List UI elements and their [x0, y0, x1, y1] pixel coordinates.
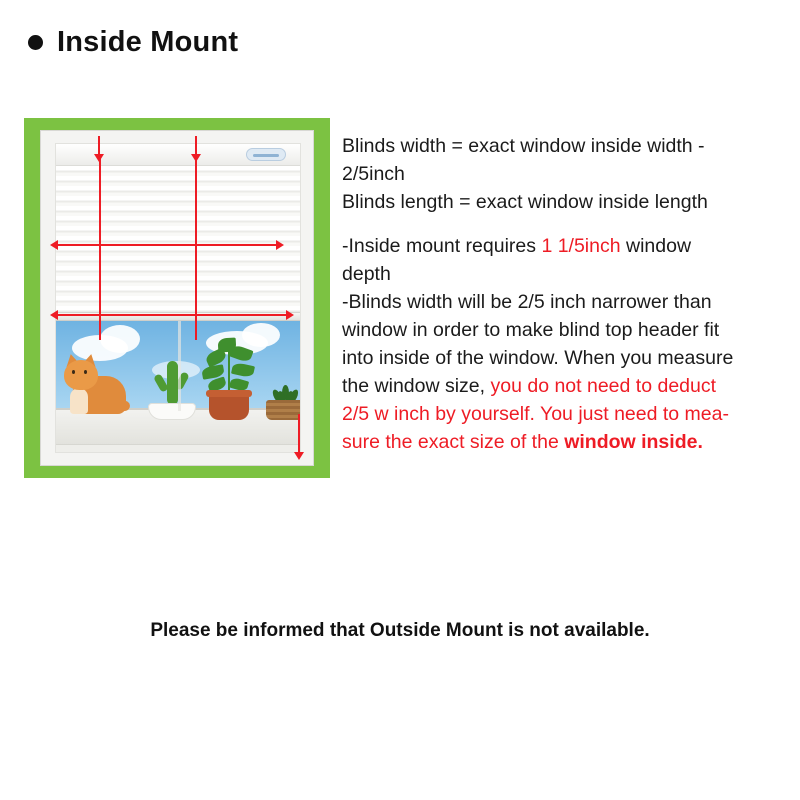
- inside-mount-window-blind-illustration: [24, 118, 330, 478]
- succulent-in-woven-basket: [266, 366, 300, 420]
- blind-top-header: [56, 144, 300, 166]
- blind-width-tick-right: [195, 136, 197, 156]
- orange-cat: [64, 354, 130, 414]
- cellular-blind-slats: [56, 166, 300, 314]
- instruction-para3-line-6: [342, 428, 784, 456]
- cactus-in-white-bowl: [148, 358, 196, 420]
- instruction-para3-line-1: -Blinds width will be 2/5 inch narrower than: [342, 291, 712, 313]
- depth-text-a: -Inside mount requires: [342, 235, 542, 257]
- window-inside-width-arrow: [58, 314, 286, 316]
- cat-chest: [70, 388, 88, 414]
- window-depth-arrow: [298, 414, 300, 454]
- blind-length-arrow: [99, 154, 101, 340]
- window-inside-emphasis: window inside.: [564, 431, 703, 453]
- page-title-row: [28, 26, 238, 59]
- arrow-tip-left-icon: [50, 310, 58, 320]
- arrow-tip-left-icon: [50, 240, 58, 250]
- window-frame: [40, 130, 314, 466]
- plant-leaf: [231, 362, 255, 378]
- window-center-mullion: [178, 321, 181, 411]
- white-bowl: [148, 403, 196, 420]
- blind-width-arrow: [58, 244, 276, 246]
- instruction-para3-line-2: window in order to make blind top header fit: [342, 319, 720, 341]
- cat-eye-right: [84, 370, 87, 374]
- instruction-para3-line-5: 2/5 w inch by yourself. You just need to mea-: [342, 403, 729, 425]
- instruction-para3-line-4: [342, 372, 784, 400]
- instruction-depth-line: [342, 232, 784, 260]
- cat-head: [64, 360, 98, 390]
- arrow-tip-right-icon: [276, 240, 284, 250]
- window-sill-front-edge: [56, 444, 300, 453]
- depth-text-b: window: [620, 235, 692, 257]
- blind-width-tick-left: [98, 136, 100, 156]
- leafy-plant-in-terracotta-pot: [202, 328, 256, 420]
- para3-red-3: sure the exact size of the: [342, 431, 565, 453]
- bullet-dot-icon: [28, 35, 43, 50]
- arrow-tip-down-icon: [294, 452, 304, 460]
- terracotta-pot: [209, 394, 249, 420]
- instruction-line-1: Blinds width = exact window inside width -: [342, 135, 705, 157]
- instruction-depth-line-2: depth: [342, 263, 391, 285]
- instruction-line-3: Blinds length = exact window inside length: [342, 191, 708, 213]
- footer-note: Please be informed that Outside Mount is not available.: [150, 620, 650, 641]
- para3-text-d: the window size,: [342, 375, 491, 397]
- paragraph-spacer: [342, 216, 784, 232]
- para3-red-1: you do not need to deduct: [490, 375, 717, 397]
- window-inside-area: [55, 143, 301, 453]
- arrow-tip-right-icon: [286, 310, 294, 320]
- instruction-line-2: 2/5inch: [342, 163, 405, 185]
- woven-basket: [266, 400, 300, 420]
- blind-header-logo: [246, 148, 286, 161]
- instruction-para3-line-3: into inside of the window. When you measure: [342, 347, 734, 369]
- instructions-block: [342, 132, 784, 456]
- window-inside-length-arrow: [195, 154, 197, 340]
- cat-eye-left: [72, 370, 75, 374]
- page-title: Inside Mount: [57, 26, 239, 58]
- depth-highlight: 1 1/5inch: [541, 235, 621, 257]
- cloud-icon: [100, 325, 140, 353]
